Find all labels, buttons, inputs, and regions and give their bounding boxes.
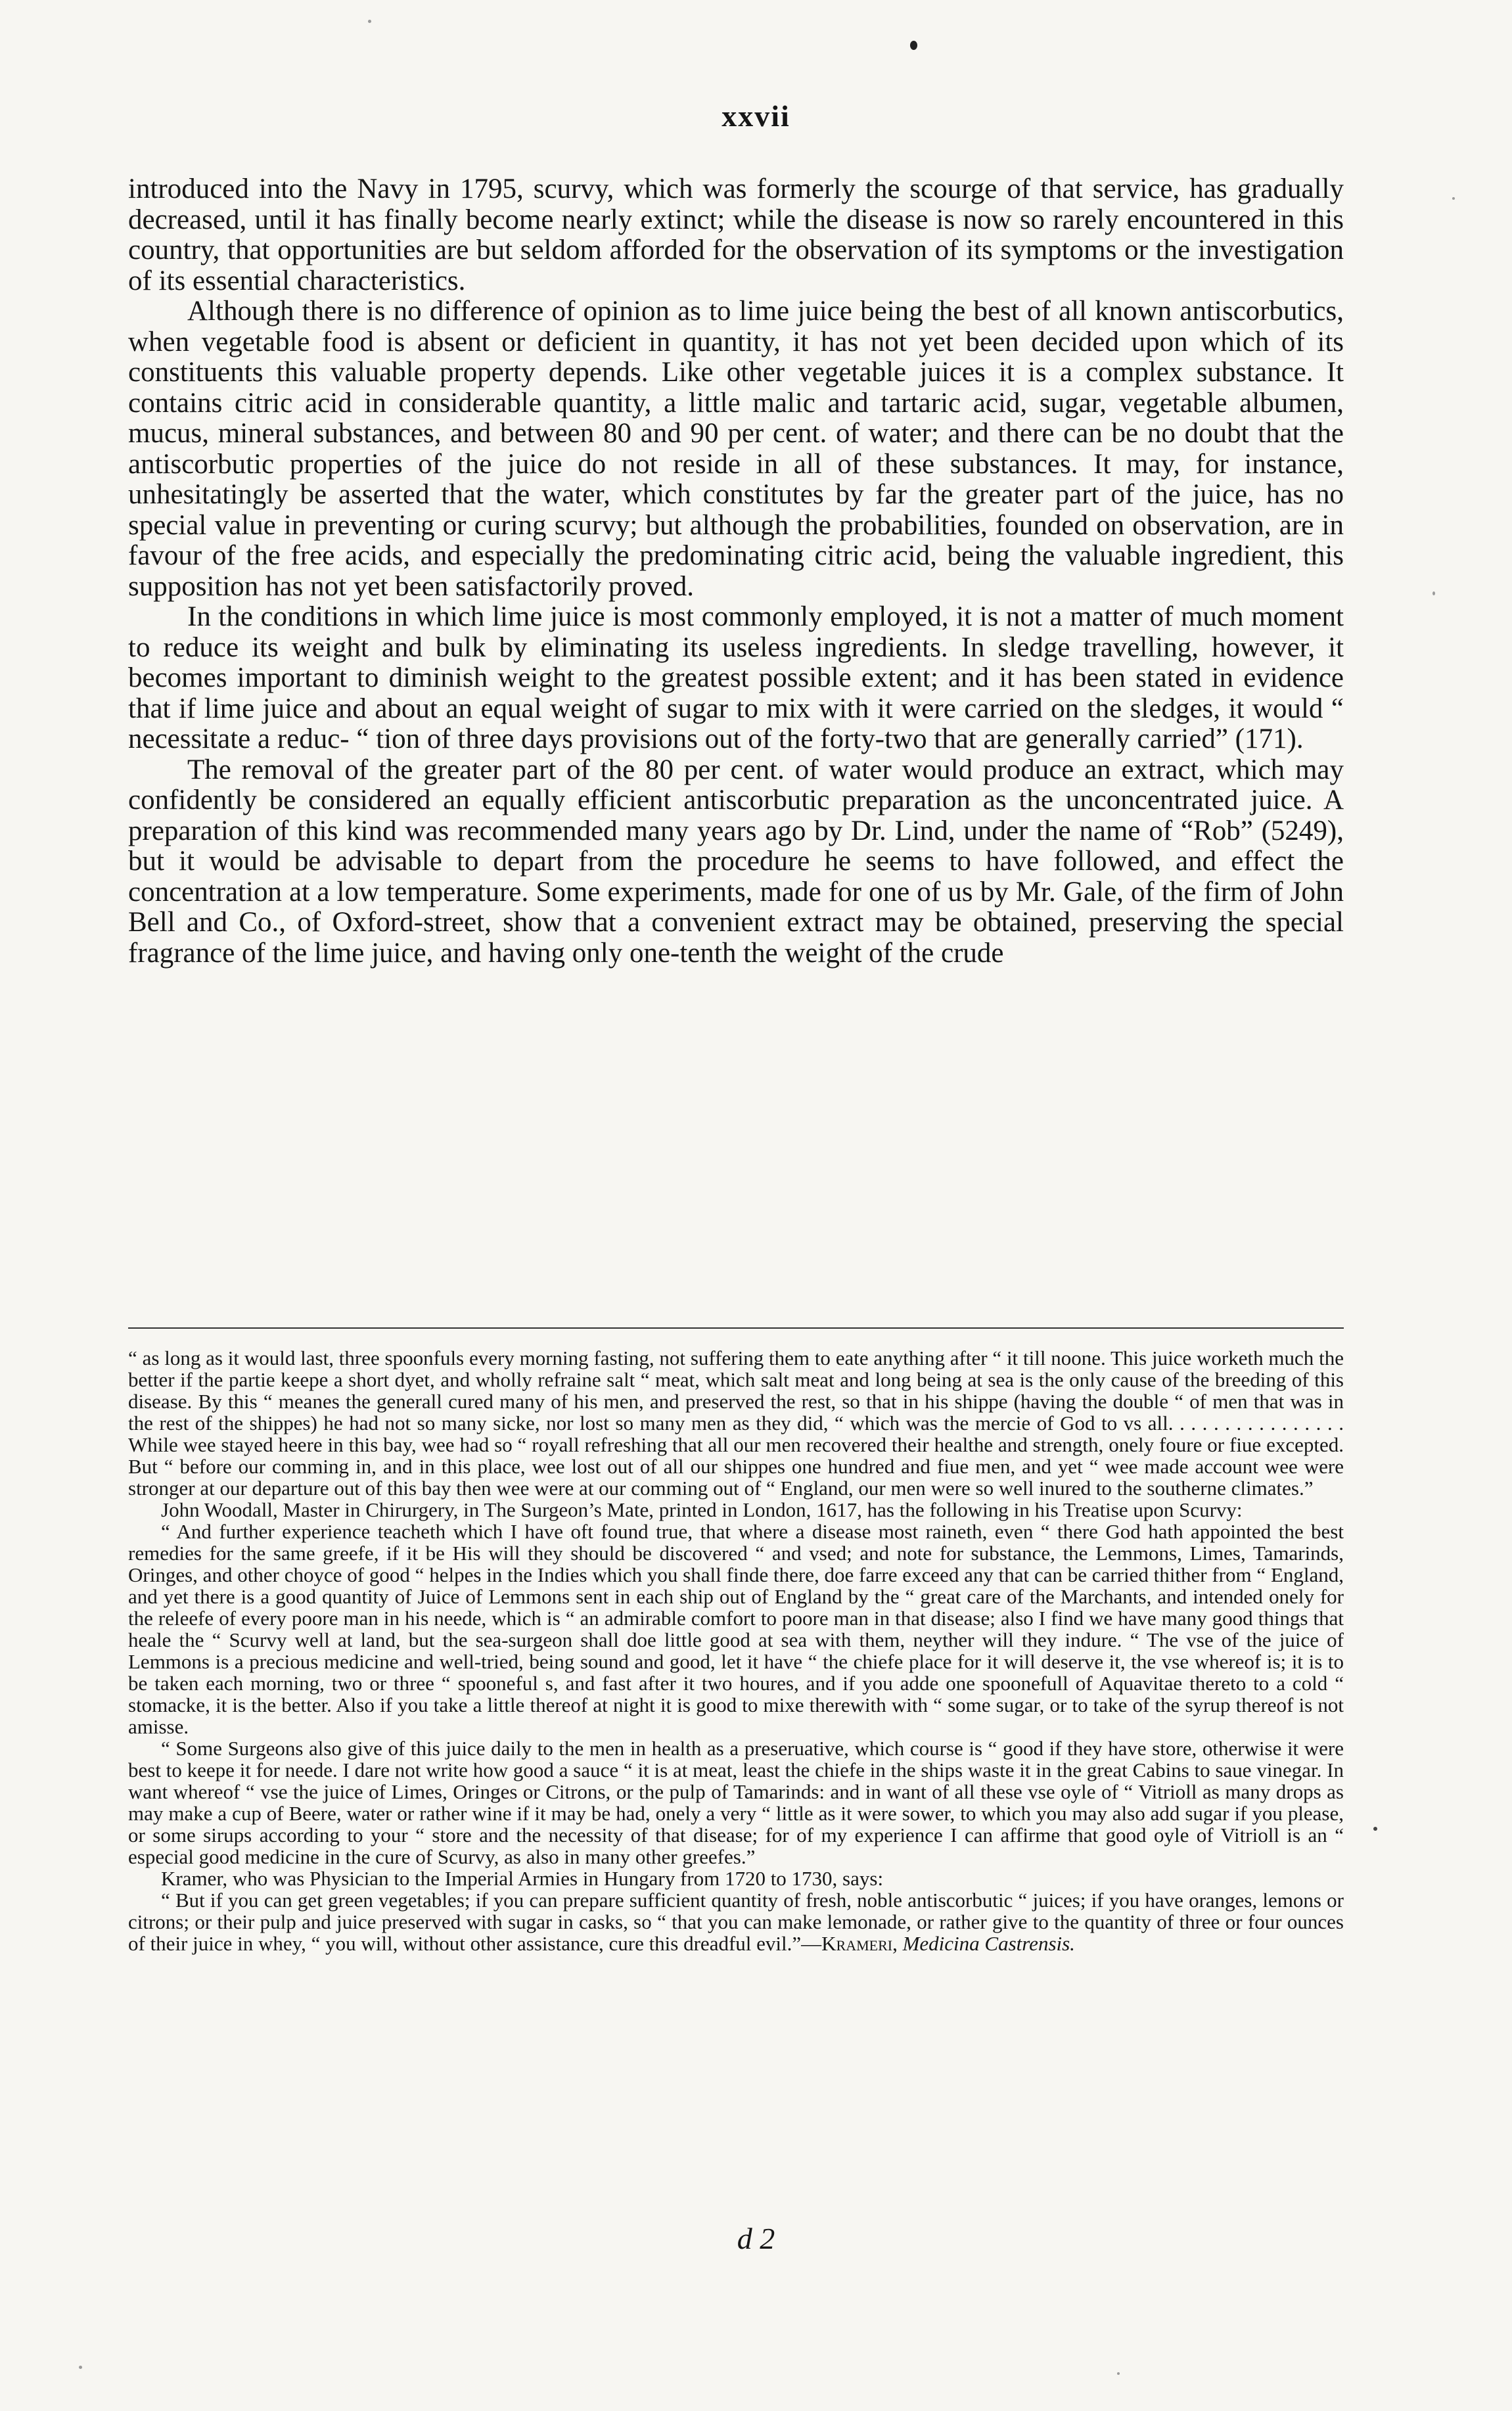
footnote-woodall-intro: John Woodall, Master in Chirurgery, in The Surgeon’s Mate, printed in London, 1617, has the following in his Treatise upon Scurvy: — [161, 1498, 1243, 1521]
paragraph-2: Although there is no difference of opinion as to lime juice being the best of all known antiscorbutics, when vegetable food is absent or deficient in quantity, it has not yet been decided upon which of its constituents this valuable property depends. Like other vegetable juices it is a complex substance. It contains citric acid in considerable quantity, a little malic and tartaric acid, sugar, vegetable albumen, mucus, mineral substances, and between 80 and 90 per cent. of water; and there can be no doubt that the antiscorbutic properties of the juice do not reside in all of these substances. It may, for instance, unhesitatingly be asserted that the water, which constitutes by far the greater part of the juice, has no special value in preventing or curing scurvy; but although the probabilities, founded on observation, are in favour of the free acids, and especially the predominating citric acid, being the valuable ingredient, this supposition has not yet been satisfactorily proved. — [128, 296, 1344, 602]
kramer-source-author: Krameri, — [821, 1932, 898, 1955]
kramer-quote-text: “ But if you can get green vegetables; if you can prepare sufficient quantity of fresh, noble antiscorbutic “ juices; if you have oranges, lemons or citrons; or their pulp and juice preserved with sugar in casks, so “ that you can make lemonade, or rather give to the quantity of three or four ounces of their juice in whey, “ you will, without other assistance, cure this dreadful evil.”— — [128, 1889, 1344, 1955]
page-number: xxvii — [722, 99, 790, 133]
paragraph-1: introduced into the Navy in 1795, scurvy, which was formerly the scourge of that service, has gradually decreased, until it has finally become nearly extinct; while the disease is now so rarely encountered in this country, that opportunities are but seldom afforded for the observation of its symptoms or the investigation of its essential characteristics. — [128, 173, 1344, 296]
scan-speck — [1452, 197, 1455, 200]
footnote-woodall-quote-1: “ And further experience teacheth which I have oft found true, that where a disease most raineth, even “ there God hath appointed the best remedies for the same greefe, if it be His will they should be discovered “ and vsed; and note for substance, the Lemmons, Limes, Tamarinds, Oringes, and other choyce of good “ helpes in the Indies which you shall finde there, doe farre exceed any that can be carried thither from “ England, and yet there is a good quantity of Juice of Lemmons sent in each ship out of England by the “ great care of the Marchants, and intended onely for the releefe of every poore man in his neede, which is “ an admirable comfort to poore man in that disease; also I find we have many good things that heale the “ Scurvy well at land, but the sea-surgeon shall doe little good at sea with them, neyther will they indure. “ The vse of the juice of Lemmons is a precious medicine and well-tried, being sound and good, let it have “ the chiefe place for it will deserve it, the vse whereof is; it is to be taken each morning, two or three “ spooneful s, and fast after it two houres, and if you adde one spoonefull of Aquavitae thereto to a cold “ stomacke, it is the better. Also if you take a little thereof at night it is good to mixe therewith with “ some sugar, or to take of the syrup thereof is not amisse. — [128, 1520, 1344, 1738]
paragraph-3: In the conditions in which lime juice is most commonly employed, it is not a matter of much moment to reduce its weight and bulk by eliminating its useless ingredients. In sledge travelling, however, it becomes important to diminish weight to the greatest possible extent; and it has been stated in evidence that if lime juice and about an equal weight of sugar to mix with it were carried on the sledges, it would “ necessitate a reduc- “ tion of three days provisions out of the forty-two that are generally carried” (171). — [128, 601, 1344, 754]
signature-mark: d 2 — [737, 2222, 775, 2255]
scan-speck — [910, 41, 917, 50]
scan-speck — [79, 2366, 82, 2369]
scan-speck — [1117, 2372, 1120, 2375]
footnote-divider — [128, 1327, 1344, 1329]
main-text — [128, 174, 1344, 969]
scan-speck — [368, 20, 371, 23]
footnote-kramer-quote — [128, 1889, 1344, 1954]
footnote-woodall-quote-2: “ Some Surgeons also give of this juice daily to the men in health as a preseruative, which course is “ good if they have store, otherwise it were best to keepe it for neede. I dare not write how good a sauce “ it is at meat, least the chiefe in the ships waste it in the great Cabins to saue vinegar. In want whereof “ vse the juice of Limes, Oringes or Citrons, or the pulp of Tamarinds: and in want of all these vse oyle of “ Vitrioll as many drops as may make a cup of Beere, water or rather wine if it may be had, onely a very “ little as it were sower, to which you may also add sugar if you please, or some sirups according to your “ store and the necessity of that disease; for of my experience I can affirme that good oyle of Vitrioll is an “ especial good medicine in the cure of Scurvy, as also in many other greefes.” — [128, 1737, 1344, 1868]
footnote-lancaster-quote: “ as long as it would last, three spoonfuls every morning fasting, not suffering them to eate anything after “ it till noone. This juice worketh much the better if the partie keepe a short dyet, and wholly refraine salt “ meat, which salt meat and long being at sea is the only cause of the breeding of this disease. By this “ meanes the generall cured many of his men, and preserved the rest, so that in his shippe (having the double “ of men that was in the rest of the shippes) he had not so many sicke, nor lost so many men as they did, “ which was the mercie of God to vs all. . . . . . . . . . . . . . . . While wee stayed heere in this bay, wee had so “ royall refreshing that all our men recovered their healthe and strength, onely foure or fiue excepted. But “ before our comming in, and in this place, wee lost out of all our shippes one hundred and fiue men, and yet “ wee made account wee were stronger at our departure out of this bay then wee were at our comming out of “ England, our men were so well inured to the southerne climates.” — [128, 1346, 1344, 1500]
scan-speck — [1373, 1827, 1377, 1831]
footnote-kramer-intro: Kramer, who was Physician to the Imperial Armies in Hungary from 1720 to 1730, says: — [161, 1867, 884, 1890]
kramer-source-title: Medicina Castrensis. — [902, 1932, 1075, 1955]
paragraph-4: The removal of the greater part of the 80 per cent. of water would produce an extract, which may confidently be considered an equally efficient antiscorbutic preparation as the unconcentrated juice. A preparation of this kind was recommended many years ago by Dr. Lind, under the name of “Rob” (5249), but it would be advisable to depart from the procedure he seems to have followed, and effect the concentration at a low temperature. Some experiments, made for one of us by Mr. Gale, of the firm of John Bell and Co., of Oxford-street, show that a convenient extract may be obtained, preserving the special fragrance of the lime juice, and having only one-tenth the weight of the crude — [128, 754, 1344, 969]
scan-speck — [1432, 591, 1435, 595]
footnotes — [128, 1347, 1344, 1954]
